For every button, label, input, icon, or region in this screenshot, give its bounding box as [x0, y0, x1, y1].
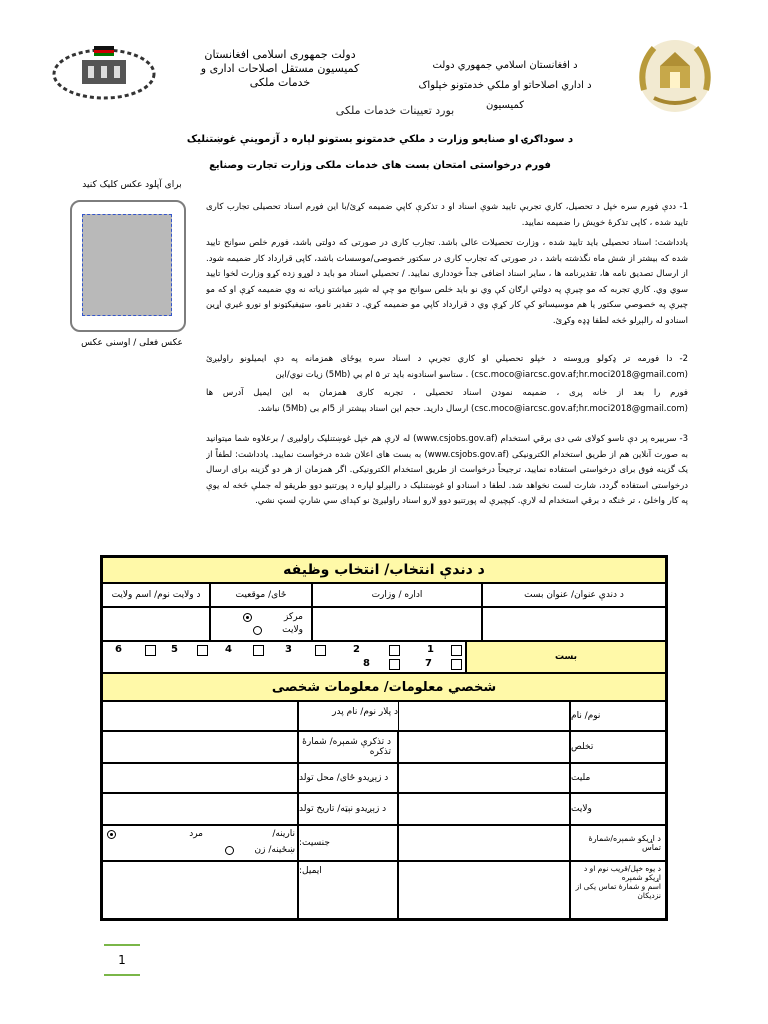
name-input[interactable]: [398, 701, 570, 731]
location-province-label: ولایت: [282, 625, 303, 635]
grade-7-label: 7: [425, 658, 432, 669]
grade-8-label: 8: [363, 658, 370, 669]
grade-3-checkbox[interactable]: [315, 645, 326, 656]
grade-6-label: 6: [115, 644, 122, 655]
birthplace-input[interactable]: [102, 763, 298, 793]
instruction-2: 2- دا فورمه تر ډکولو وروسته د خپلو تحصيلي او کاري تجربې د اسناد سره يوځای همزمانه په دې ايميلونو راوليږئ (csc.moco@iarcsc.gov.af;hr.moci2018@gmail.com) . ستاسو اسنادونه بايد تر ۵ ام بي (5Mb) زيات نوي/این: [206, 354, 688, 380]
gender-male-radio[interactable]: [107, 830, 116, 839]
gender-male-ps-label: نارینه/: [272, 829, 295, 839]
tazkira-input[interactable]: [102, 731, 298, 763]
father-name-input[interactable]: [102, 701, 298, 731]
grade-8-checkbox[interactable]: [389, 659, 400, 670]
gender-label: جنسیت:: [298, 825, 398, 861]
birthdate-input[interactable]: [102, 793, 298, 825]
header-left-line3: خدمات ملکی: [249, 76, 311, 89]
contact-input[interactable]: [398, 825, 570, 861]
photo-upload-box[interactable]: [70, 200, 186, 332]
relative-input[interactable]: [398, 861, 570, 919]
header-right-line2: د اداري اصلاحاتو او ملکي خدمتونو خپلواک کميسيون: [418, 80, 592, 111]
instruction-1-note: یادداشت: اسناد تحصیلی باید تایید شده ، وزارت تحصیلات عالی باشد. تجارب کاری در صورتی که دولتی باشد، فورم خلص سوانح تایید شده که بیشتر از شش ماه نگذشته باشد ، در صورتی که تجارب کاری در سکتور خصوصی/موسسات باشد، کاپی قرارداد کار ضمیمه شود. از ارسال تصدیق نامه ها، تقدیرنامه ها ، سایر اسناد اضافی جداً خودداری نمایید. / تحصيلي اسناد مو بايد د لوړو زده کړو وزارت لخوا تاييد سوي وي. کاري تجربه که مو چيرې په دولتي ارګان کې وي نو بايد خلص سوانح مو چې له شپږ مياشتو زياته نه وي ضميمه کړې او که مو چيرې په خصوصي سکتور يا هم موسيساتو کې کار کړې وي د قرارداد کاپي مو ضميمه کړي. د تقدير نامو، سټيفيکټونو او نورو غيري اړين اسنادو له رالېږلو څخه لطفا ډډه وکړئ.: [206, 238, 688, 326]
grade-1-label: 1: [427, 644, 434, 655]
contact-label: د اړيکو شمېره/شمارهٔ تماس: [570, 825, 666, 861]
photo-caption: عکس فعلی / اوسنی عکس: [81, 338, 183, 348]
section-personal-info-title: شخصي معلومات/ معلومات شخصی: [102, 673, 666, 701]
father-name-label: د پلار نوم/ نام پدر: [332, 707, 398, 717]
afghanistan-emblem: [632, 36, 718, 116]
relative-label-ps: د يوه خپل/قريب نوم او د اړيکو شمېره: [583, 864, 661, 882]
grade-options: [102, 641, 466, 673]
header-left-line2: کمیسیون مستقل اصلاحات اداری و: [200, 62, 360, 75]
form-title-pashto: د سوداګرۍ او صنايعو وزارت د ملکي خدمتونو بستونو لپاره د آزموينې غوښتنليک: [186, 134, 574, 145]
province-field[interactable]: [102, 607, 210, 641]
grade-7-checkbox[interactable]: [451, 659, 462, 670]
application-form: [100, 555, 668, 921]
section-job-selection-title: د دندې انتخاب/ انتخاب وظیفه: [102, 557, 666, 583]
tazkira-label: د تذکرې شمېره/ شمارهٔ تذکره: [298, 731, 398, 763]
location-cell: [210, 607, 312, 641]
grade-2-label: 2: [353, 644, 360, 655]
photo-placeholder[interactable]: [82, 214, 172, 316]
grade-2-checkbox[interactable]: [389, 645, 400, 656]
location-center-radio[interactable]: [243, 613, 252, 622]
col-ministry: اداره / وزارت: [312, 583, 482, 607]
col-position-title: د دندې عنوان/ عنوان بست: [482, 583, 666, 607]
birthdate-label: د زېږيدو نېټه/ تاریخ تولد: [298, 793, 398, 825]
header-left-line1: دولت جمهوری اسلامی افغانستان: [204, 48, 356, 61]
grade-label: بست: [466, 641, 666, 673]
grade-5-label: 5: [171, 644, 178, 655]
gender-male-label: مرد: [189, 829, 203, 839]
grade-4-label: 4: [225, 644, 232, 655]
province-label: ولایت: [570, 793, 666, 825]
ministry-field[interactable]: [312, 607, 482, 641]
province-input[interactable]: [398, 793, 570, 825]
relative-label-cell: [570, 861, 666, 919]
surname-label: تخلص: [570, 731, 666, 763]
grade-4-checkbox[interactable]: [253, 645, 264, 656]
relative-label: اسم و شمارهٔ تماس یکی از نزدیکان: [575, 882, 661, 900]
nationality-input[interactable]: [398, 763, 570, 793]
location-province-radio[interactable]: [253, 626, 262, 635]
board-title: بورد تعیینات خدمات ملکی: [335, 104, 455, 117]
photo-upload-label: برای آپلود عکس کلیک کنید: [82, 180, 182, 190]
grade-6-checkbox[interactable]: [145, 645, 156, 656]
gender-female-label: ښځينه/ زن: [254, 845, 295, 855]
gender-options: [102, 825, 298, 861]
nationality-label: ملیت: [570, 763, 666, 793]
instruction-1: 1- ددې فورم سره خپل د تحصيل، کاري تجربې تاييد شوې اسناد او د تذکرې کاپي ضميمه کړئ/با این فورم اسناد تحصیلی تجارب کاری تایید شده ، کاپی تذکرهٔ خویش را ضمیمه نمایید.: [206, 202, 688, 228]
name-label: نوم/ نام: [570, 701, 666, 731]
page-number: 1: [104, 944, 140, 976]
form-title-dari: فورم درخواستی امتحان بست های خدمات ملکی وزارت تجارت وصنایع: [209, 160, 551, 171]
header-left-text: [160, 48, 400, 90]
commission-logo: [48, 40, 160, 102]
email-input[interactable]: [102, 861, 298, 919]
grade-1-checkbox[interactable]: [451, 645, 462, 656]
gender-female-radio[interactable]: [225, 846, 234, 855]
col-location: ځای/ موقعیت: [210, 583, 312, 607]
col-province: د ولايت نوم/ اسم ولایت: [102, 583, 210, 607]
location-center-label: مرکز: [283, 612, 303, 622]
header-right-line1: د افغانستان اسلامي جمهوري دولت: [432, 60, 578, 71]
instruction-3: 3- سربيره پر دې تاسو کولای شی دی برقي استخدام (www.csjobs.gov.af) له لارې هم خپل غوښتنليک راوليږی / برعلاوه شما میتوانید به صورت آنلاین هم از طریق استخدام الکترونیکی (www.csjobs.gov.af) به بست های اعلان شده درخواست نمایید. یادداشت: لطفاً از یک گزینه فوق برای درخواستی استفاده نمایید، ترجیحاً درخواست از طریق استخدام الکترونیکی. اگر همزمان از هر دو گزینه برای ارسال درخواستی استفاده گردد، شارت لست نخواهد شد. لطفا د اسنادو او غوښتنليک د رالېږلو لپاره د پورتنيو دوو طريقو له جملې څخه له يوې په کار واخلئ ، تر څنګه د برقي استخدام له لارې. کېچيرې له پورتنيو دوو لارو اسناد راوليږئ نو کېدای سي شارټ لسټ نشي.: [206, 434, 688, 506]
grade-5-checkbox[interactable]: [197, 645, 208, 656]
grade-3-label: 3: [285, 644, 292, 655]
surname-input[interactable]: [398, 731, 570, 763]
position-title-field[interactable]: [482, 607, 666, 641]
email-label: ایمیل:: [298, 861, 398, 919]
instruction-2-dari: فورم را بعد از خانه پری ، ضمیمه نمودن اسناد تحصیلی ، تجربه کاری همزمان به این ایمیل آدرس ها (csc.moco@iarcsc.gov.af;hr.moci2018@gmail.com) ارسال دارید. حجم این اسناد بیشتر از 5ام بی (5Mb) نباشد.: [206, 388, 688, 414]
birthplace-label: د زېږيدو ځای/ محل تولد: [298, 763, 398, 793]
